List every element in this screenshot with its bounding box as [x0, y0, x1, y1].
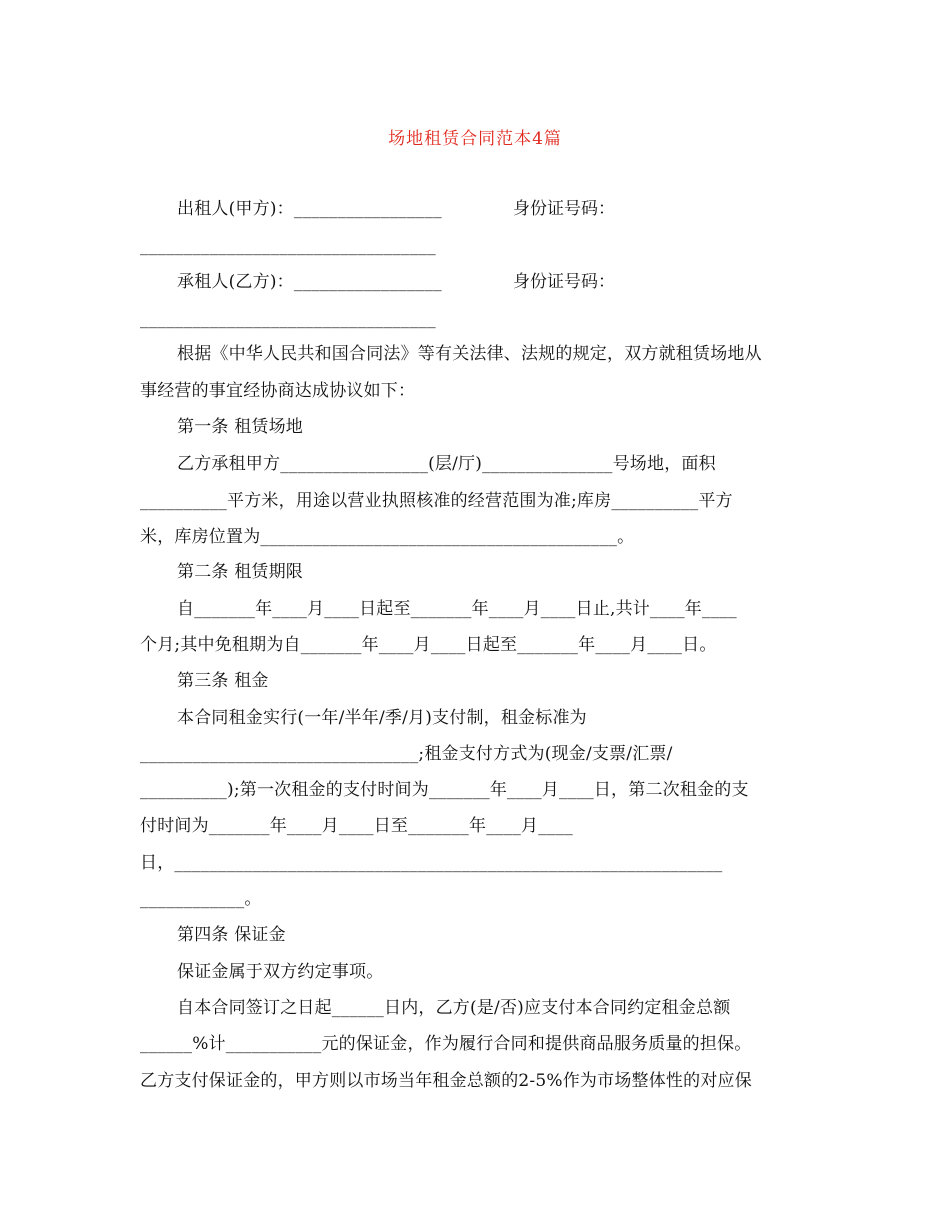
paragraph-line: ________________________________;租金支付方式为(现金/支票/汇票/	[140, 744, 673, 764]
lessor-id-blank: __________________________________	[140, 236, 436, 256]
paragraph-line: 根据《中华人民共和国合同法》等有关法律、法规的规定，双方就租赁场地从	[177, 344, 762, 364]
paragraph-line: 米，库房位置为_________________________________________。	[140, 527, 635, 547]
paragraph-line: 付时间为_______年____月____日至_______年____月____	[140, 816, 573, 836]
paragraph-line: 乙方支付保证金的，甲方则以市场当年租金总额的2-5%作为市场整体性的对应保	[140, 1071, 752, 1091]
paragraph-line: 日，_______________________________________________________________	[140, 853, 723, 873]
article-heading: 第二条 租赁期限	[177, 562, 304, 582]
paragraph-line: 乙方承租甲方_________________(层/厅)_______________号场地，面积	[177, 454, 716, 474]
paragraph-line: 保证金属于双方约定事项。	[177, 962, 384, 982]
paragraph-line: 个月;其中免租期为自_______年____月____日起至_______年____月____日。	[140, 635, 717, 655]
paragraph-line: 自_______年____月____日起至_______年____月____日止,共计____年____	[177, 599, 737, 619]
lessee-id-blank: __________________________________	[140, 309, 436, 329]
paragraph-line: __________平方米，用途以营业执照核准的经营范围为准;库房__________平方	[140, 491, 733, 511]
document-title: 场地租赁合同范本4篇	[388, 129, 562, 149]
lessor-id-label: 身份证号码：	[513, 199, 615, 219]
lessee-id-label: 身份证号码：	[513, 272, 615, 292]
article-heading: 第一条 租赁场地	[177, 417, 304, 437]
paragraph-line: 事经营的事宜经协商达成协议如下：	[140, 381, 416, 401]
paragraph-line: 本合同租金实行(一年/半年/季/月)支付制，租金标准为	[177, 708, 587, 728]
lessee-line: 承租人(乙方)：_________________	[177, 272, 442, 292]
lessor-line: 出租人(甲方)：_________________	[177, 199, 442, 219]
paragraph-line: ______%计___________元的保证金，作为履行合同和提供商品服务质量的担保。	[140, 1034, 752, 1054]
paragraph-line: ____________。	[140, 889, 262, 909]
article-heading: 第四条 保证金	[177, 925, 286, 945]
paragraph-line: 自本合同签订之日起______日内，乙方(是/否)应支付本合同约定租金总额	[177, 998, 731, 1018]
article-heading: 第三条 租金	[177, 671, 269, 691]
paragraph-line: __________);第一次租金的支付时间为_______年____月____日，第二次租金的支	[140, 780, 749, 800]
